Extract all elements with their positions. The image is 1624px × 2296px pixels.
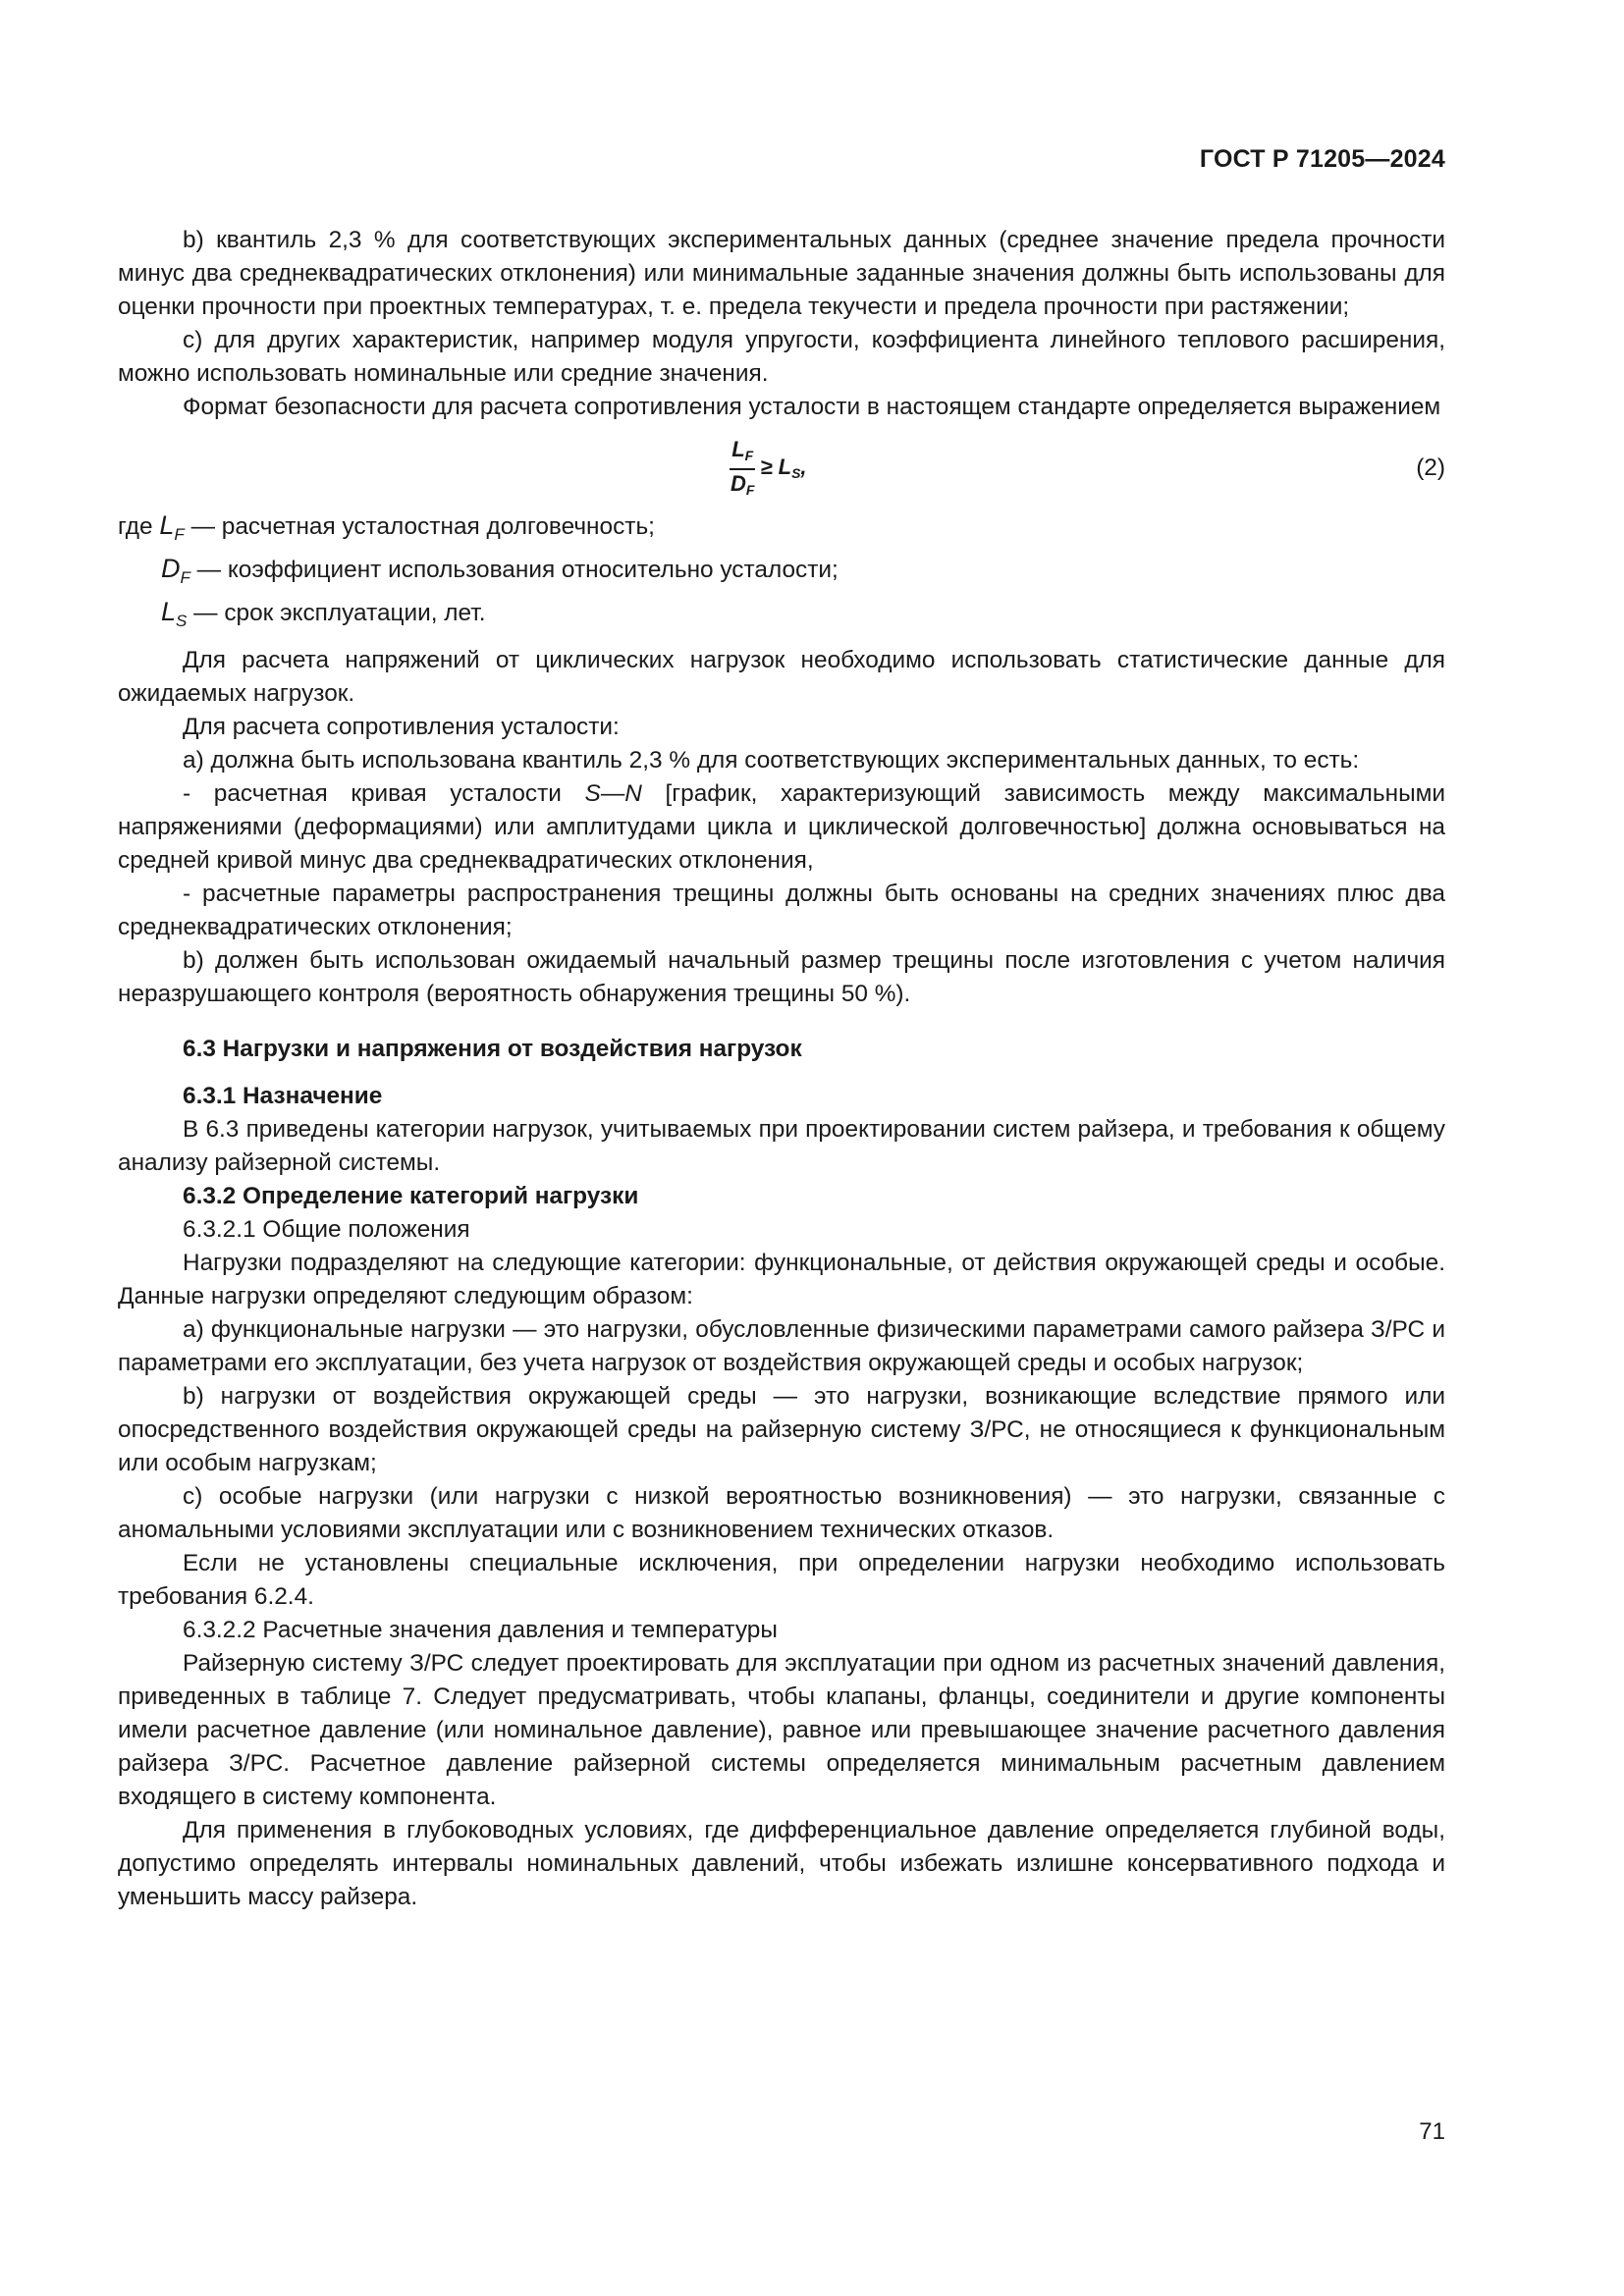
formula-definitions [118,508,1445,638]
section-heading: 6.3 Нагрузки и напряжения от воздействия нагрузок [183,1036,802,1062]
paragraph: Для расчета сопротивления усталости: [183,714,620,740]
document-header: ГОСТ Р 71205—2024 [1199,145,1445,173]
formula-expression [729,438,807,503]
clause-heading: 6.3.2.1 Общие положения [183,1216,470,1243]
paragraph: Для расчета напряжений от циклических нагрузок необходимо использовать статистические данные для ожидаемых нагрузок. [118,647,1445,707]
paragraph: Формат безопасности для расчета сопротивления усталости в настоящем стандарте определяется выражением [183,394,1441,420]
paragraph: b) нагрузки от воздействия окружающей среды — это нагрузки, возникающие вследствие прямого или опосредственного воздействия окружающей среды на райзерную систему З/РС, не относящиеся к функциональным или особым нагрузкам; [118,1383,1445,1476]
paragraph: а) должна быть использована квантиль 2,3 % для соответствующих экспериментальных данных, то есть: [183,747,1360,774]
formula-rhs: ≥ $L_S$, [760,454,807,481]
paragraph: Если не установлены специальные исключения, при определении нагрузки необходимо использовать требования 6.2.4. [118,1550,1445,1610]
paragraph: с) для других характеристик, например модуля упругости, коэффициента линейного теплового расширения, можно использовать номинальные или средние значения. [118,327,1445,387]
clause-heading: 6.3.2.2 Расчетные значения давления и температуры [183,1617,778,1643]
formula-numerator: $L_F$ [730,438,755,470]
paragraph: - расчетная кривая усталости S—N [график, характеризующий зависимость между максимальными напряжениями (деформациями) или амплитудами цикла и циклической долговечностью] должна основываться на средней кривой минус два среднеквадратических отклонения, [118,780,1445,874]
definition-item: $D_F$ — коэффициент использования относительно усталости; [161,554,839,587]
subsection-heading: 6.3.1 Назначение [183,1083,383,1109]
subsection-heading: 6.3.2 Определение категорий нагрузки [183,1183,639,1209]
paragraph: b) квантиль 2,3 % для соответствующих экспериментальных данных (среднее значение предела прочности минус два среднеквадратических отклонения) или минимальные заданные значения должны быть использованы для оценки прочности при проектных температурах, т. е. предела текучести и предела прочности при растяжении; [118,227,1445,320]
paragraph: Для применения в глубоководных условиях, где дифференциальное давление определяется глубиной воды, допустимо определять интервалы номинальных давлений, чтобы избежать излишне консервативного подхода и уменьшить массу райзера. [118,1817,1445,1910]
definition-item: где $L_F$ — расчетная усталостная долговечность; [118,510,655,544]
formula-2 [118,432,1445,503]
page-content [118,224,1445,1914]
paragraph: - расчетные параметры распространения трещины должны быть основаны на средних значениях плюс два среднеквадратических отклонения; [118,881,1445,940]
paragraph: а) функциональные нагрузки — это нагрузки, обусловленные физическими параметрами самого райзера З/РС и параметрами его эксплуатации, без учета нагрузок от воздействия окружающей среды и особых нагрузок; [118,1316,1445,1376]
formula-denominator: $D_F$ [731,471,755,498]
paragraph: b) должен быть использован ожидаемый начальный размер трещины после изготовления с учетом наличия неразрушающего контроля (вероятность обнаружения трещины 50 %). [118,947,1445,1007]
page-number: 71 [1419,2118,1445,2145]
paragraph: с) особые нагрузки (или нагрузки с низкой вероятностью возникновения) — это нагрузки, связанные с аномальными условиями эксплуатации или с возникновением технических отказов. [118,1483,1445,1543]
equation-number: (2) [1416,454,1445,481]
paragraph: Райзерную систему З/РС следует проектировать для эксплуатации при одном из расчетных значений давления, приведенных в таблице 7. Следует предусматривать, чтобы клапаны, фланцы, соединители и другие компоненты имели расчетное давление (или номинальное давление), равное или превышающее значение расчетного давления райзера З/РС. Расчетное давление райзерной системы определяется минимальным расчетным давлением входящего в систему компонента. [118,1650,1445,1810]
definition-item: $L_S$ — срок эксплуатации, лет. [161,597,486,630]
paragraph: В 6.3 приведены категории нагрузок, учитываемых при проектировании систем райзера, и требования к общему анализу райзерной системы. [118,1116,1445,1176]
paragraph: Нагрузки подразделяют на следующие категории: функциональные, от действия окружающей среды и особые. Данные нагрузки определяют следующим образом: [118,1250,1445,1309]
